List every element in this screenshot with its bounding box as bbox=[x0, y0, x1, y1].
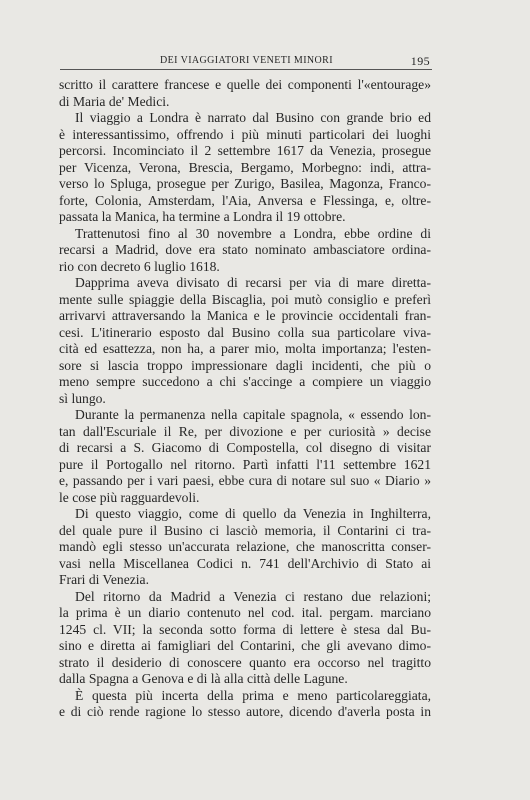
text-line: cesi. L'itinerario esposto dal Busino colla sua particolare viva- bbox=[59, 324, 431, 340]
text-line: Trattenutosi fino al 30 novembre a Londra, ebbe ordine di bbox=[75, 225, 431, 241]
text-line: mandò egli stesso un'accurata relazione, che manoscritta conser- bbox=[59, 539, 431, 554]
paragraph bbox=[59, 77, 431, 110]
text-line: passata la Manica, ha termine a Londra il 19 ottobre. bbox=[59, 209, 346, 224]
text-line: verso lo Spluga, prosegue per Zurigo, Basilea, Magonza, Franco- bbox=[59, 176, 431, 191]
text-line: vasi nella Miscellanea Codici n. 741 dell'Archivio di Stato ai bbox=[59, 555, 431, 571]
text-line: la prima è un diario contenuto nel cod. ital. pergam. marciano bbox=[59, 605, 431, 620]
text-line: dalla Spagna a Genova e di là alla città delle Lagune. bbox=[59, 671, 348, 686]
text-line: del quale pure il Busino ci lasciò memoria, il Contarini ci tra- bbox=[59, 522, 431, 538]
text-line: meno sempre succedono a chi s'accinge a compiere un viaggio bbox=[59, 374, 431, 389]
text-line: pure il Portogallo nel ritorno. Partì infatti l'11 settembre 1621 bbox=[59, 456, 431, 472]
body-text bbox=[59, 77, 431, 721]
text-line: è interessantissimo, offrendo i più minuti particolari dei luoghi bbox=[59, 126, 431, 142]
text-line: recarsi a Madrid, dove era stato nominato ambasciatore ordina- bbox=[59, 242, 431, 257]
text-line: per Vicenza, Verona, Brescia, Bergamo, Morbegno: indi, attra- bbox=[59, 159, 431, 175]
text-line: Del ritorno da Madrid a Venezia ci restano due relazioni; bbox=[75, 588, 431, 604]
paragraph bbox=[59, 407, 431, 506]
text-line: e di ciò rende ragione lo stesso autore, dicendo d'averla posta in bbox=[59, 704, 431, 719]
paragraph bbox=[59, 110, 431, 226]
text-line: Dapprima aveva divisato di recarsi per via di mare diretta- bbox=[75, 275, 431, 290]
text-line: percorsi. Incominciato il 2 settembre 1617 da Venezia, prosegue bbox=[59, 143, 431, 158]
paragraph bbox=[59, 226, 431, 276]
text-line: È questa più incerta della prima e meno particolareggiata, bbox=[75, 687, 431, 703]
text-line: Di questo viaggio, come di quello da Venezia in Inghilterra, bbox=[75, 506, 431, 521]
paragraph bbox=[59, 275, 431, 407]
paragraph bbox=[59, 506, 431, 589]
page-number: 195 bbox=[410, 54, 430, 68]
text-line: arrivarvi attraversando la Manica e le provincie occidentali fran- bbox=[59, 308, 431, 323]
text-line: scritto il carattere francese e quelle dei componenti l'«entourage» bbox=[59, 77, 431, 92]
text-line: di recarsi a S. Giacomo di Compostella, col disegno di visitar bbox=[59, 440, 431, 455]
header-rule bbox=[60, 69, 432, 70]
text-line: sì lungo. bbox=[59, 390, 106, 406]
text-line: sore si lascia troppo impressionare dagli incidenti, che più o bbox=[59, 357, 431, 373]
text-line: tan dall'Escuriale il Re, per divozione e per curiosità » decise bbox=[59, 423, 431, 439]
text-line: strato il desiderio di conoscere quanto era occorso nel tragitto bbox=[59, 654, 431, 670]
text-line: Il viaggio a Londra è narrato dal Busino con grande brio ed bbox=[75, 110, 431, 125]
text-line: mente sulle spiaggie della Biscaglia, poi mutò consiglio e preferì bbox=[59, 291, 431, 307]
text-line: rio con decreto 6 luglio 1618. bbox=[59, 258, 220, 274]
text-line: sino e diretta ai famigliari del Contarini, che gli avevano dimo- bbox=[59, 638, 431, 653]
text-line: Frari di Venezia. bbox=[59, 572, 149, 587]
text-line: forte, Colonia, Amsterdam, l'Aia, Anversa e Flessinga, e, oltre- bbox=[59, 192, 431, 208]
text-line: e, passando per i vari paesi, ebbe cura di notare sul suo « Diario » bbox=[59, 473, 431, 488]
text-line: 1245 cl. VII; la seconda sotto forma di lettere è stesa dal Bu- bbox=[59, 621, 431, 637]
text-line: di Maria de' Medici. bbox=[59, 93, 170, 109]
paragraph bbox=[59, 688, 431, 721]
text-line: le cose più ragguardevoli. bbox=[59, 489, 200, 505]
running-title: DEI VIAGGIATORI VENETI MINORI bbox=[160, 55, 333, 66]
text-line: Durante la permanenza nella capitale spagnola, « essendo lon- bbox=[75, 407, 431, 422]
paragraph bbox=[59, 589, 431, 688]
running-header bbox=[60, 55, 430, 69]
text-line: cità ed esattezza, non ha, a parer mio, molta importanza; l'esten- bbox=[59, 341, 431, 356]
